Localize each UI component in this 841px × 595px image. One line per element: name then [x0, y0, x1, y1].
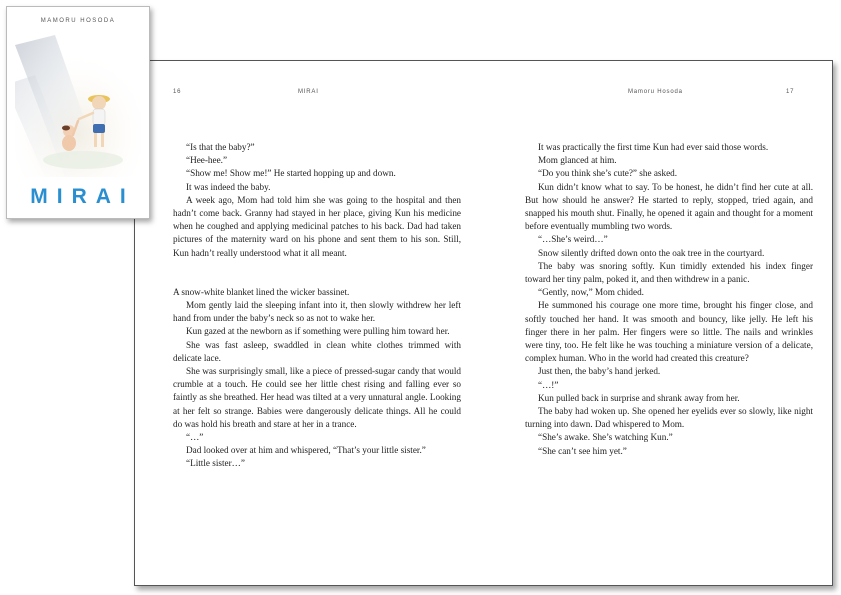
cover-illustration [15, 35, 141, 177]
paragraph: He summoned his courage one more time, brought his finger close, and softly touched her hand. It was smooth and bouncy, like jelly. He left his finger there in her palm. Her fingers were so little. The nails and wrinkles were tiny, too. He felt like he was touching a miniature version of a delicate, complex human. Who in the world had created this creature? [525, 300, 813, 364]
paragraph: The baby was snoring softly. Kun timidly extended his index finger toward her tiny palm, poked it, and then withdrew in a panic. [525, 260, 813, 285]
paragraph: Snow silently drifted down onto the oak tree in the courtyard. [538, 247, 765, 258]
paragraph: It was indeed the baby. [186, 181, 271, 192]
paragraph: It was practically the first time Kun had ever said those words. [538, 142, 769, 152]
paragraph: “Show me! Show me!” He started hopping up and down. [186, 168, 396, 179]
paragraph: “…!” [538, 379, 559, 390]
paragraph: “She can’t see him yet.” [538, 445, 627, 456]
paragraph: “Do you think she’s cute?” she asked. [538, 168, 678, 179]
paragraph: Mom glanced at him. [538, 155, 617, 166]
paragraph: “…” [186, 432, 204, 443]
paragraph: “She’s awake. She’s watching Kun.” [538, 432, 673, 443]
paragraph: Kun gazed at the newborn as if something were pulling him toward her. [186, 326, 450, 337]
cover-author: MAMORU HOSODA [40, 18, 116, 24]
paragraph: “Little sister…” [186, 458, 245, 469]
left-running-head: MIRAI [298, 89, 319, 95]
book-spread [134, 60, 833, 586]
book-cover [6, 6, 150, 219]
paragraph: “Gently, now,” Mom chided. [538, 287, 644, 298]
paragraph: “…She’s weird…” [538, 234, 608, 245]
cover-title: MIRAI [30, 185, 135, 208]
paragraph: The baby had woken up. She opened her eyelids ever so slowly, like night turning into dawn. Dad whispered to Mom. [525, 406, 813, 430]
left-page-number: 16 [173, 89, 182, 95]
paragraph: Dad looked over at him and whispered, “That’s your little sister.” [186, 445, 426, 456]
paragraph: She was fast asleep, swaddled in clean white clothes trimmed with delicate lace. [173, 339, 461, 363]
left-page-text [173, 141, 461, 471]
paragraph: “Is that the baby?” [186, 142, 255, 152]
paragraph: “Hee-hee.” [186, 155, 228, 166]
paragraph: Mom gently laid the sleeping infant into it, then slowly withdrew her left hand from under the baby’s neck so as not to wake her. [173, 300, 461, 324]
paragraph: A snow-white blanket lined the wicker bassinet. [173, 286, 350, 297]
paragraph: Just then, the baby’s hand jerked. [538, 366, 661, 377]
paragraph: Kun pulled back in surprise and shrank away from her. [538, 392, 740, 403]
paragraph: She was surprisingly small, like a piece of pressed-sugar candy that would crumble at a touch. He could see her little chest rising and falling ever so faintly as she breathed. Her head was tilted at a very unnatural angle. Looking at her felt so strange. Babies were dangerously delicate things. All he could do was hold his breath and stare at her in a trance. [173, 366, 461, 429]
paragraph: A week ago, Mom had told him she was going to the hospital and then hadn’t come back. Granny had stayed in her place, giving Kun his medicine when he coughed and applying medicinal patches to his back. Dad had taken pictures of the maternity ward on his phone and sent them to his son. Still, Kun hadn’t really understood what it all meant. [173, 194, 461, 258]
right-page-text [525, 141, 813, 458]
right-running-head: Mamoru Hosoda [628, 89, 683, 95]
right-page-number: 17 [786, 89, 795, 95]
paragraph: Kun didn’t know what to say. To be honest, he didn’t find her cute at all. But how should he answer? He started to reply, stopped, tried again, and snapped his mouth shut. Finally, he opened it again and thought for a moment before eventually mumbling two words. [525, 181, 813, 232]
